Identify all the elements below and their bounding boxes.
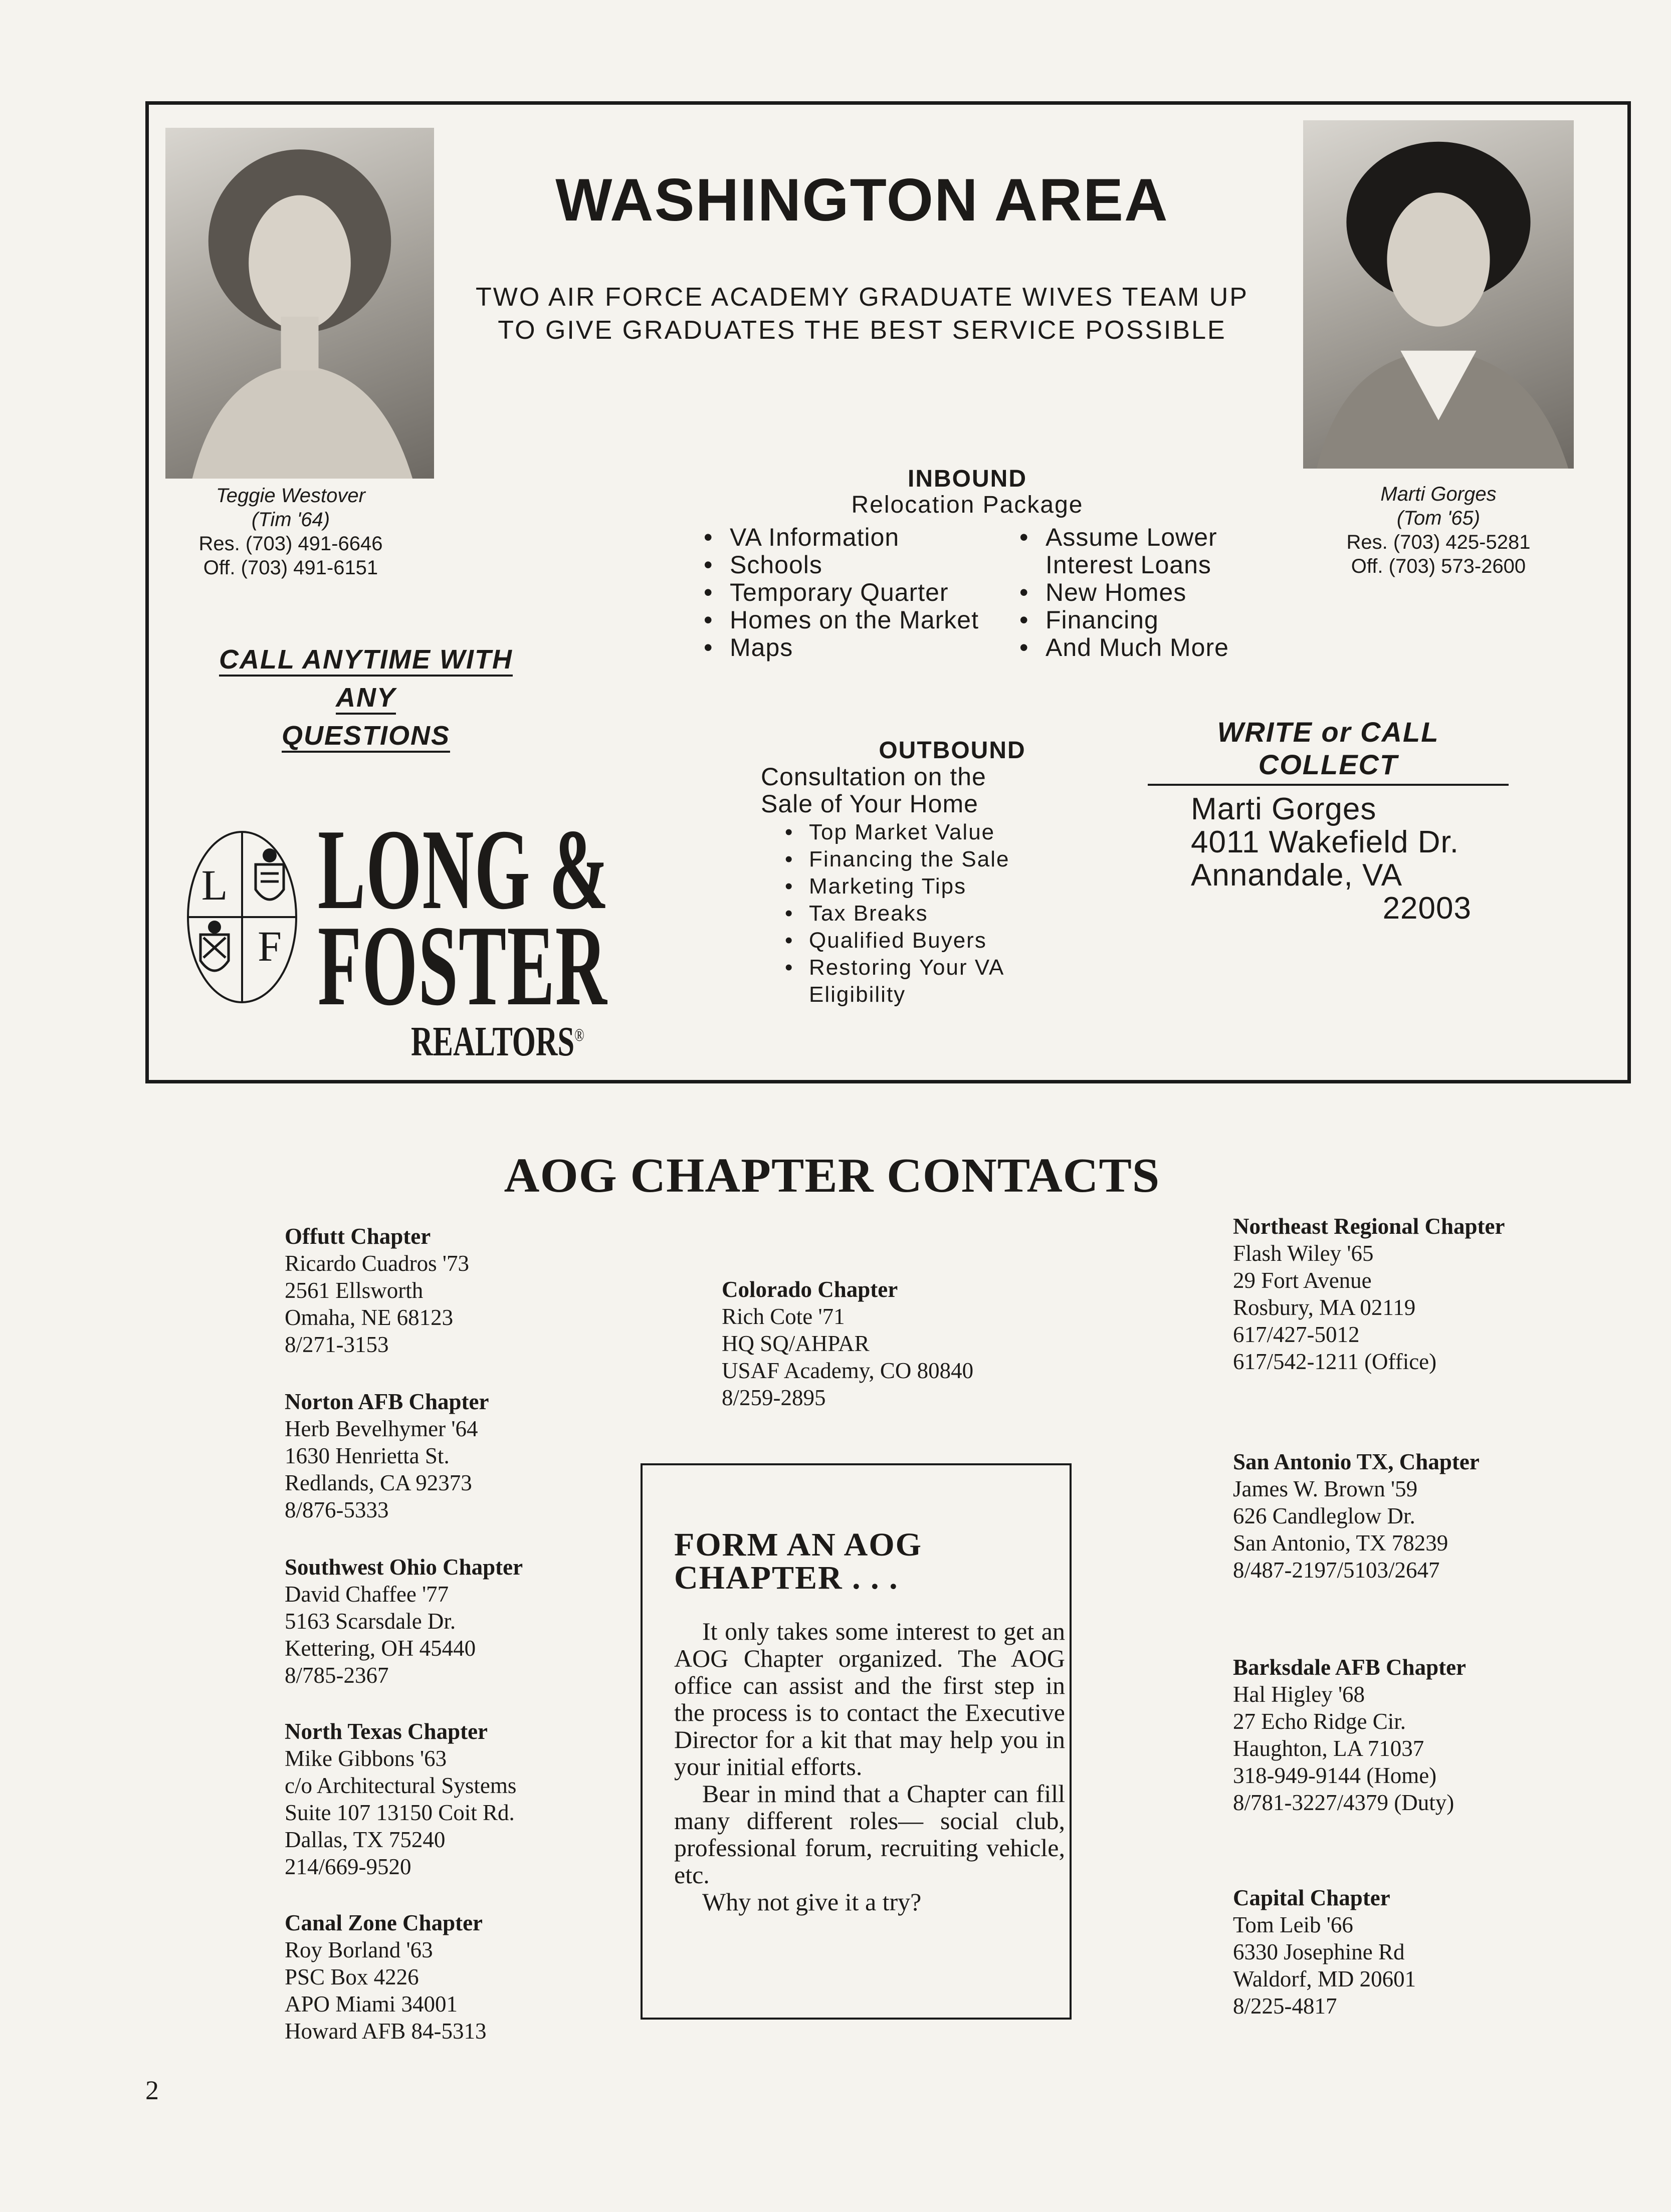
- chapter-line: 626 Candleglow Dr.: [1233, 1503, 1415, 1528]
- list-item: • Homes on the Market: [702, 606, 1012, 634]
- list-item: • Marketing Tips: [783, 873, 1064, 900]
- list-item: • Financing the Sale: [783, 846, 1064, 873]
- chapter-line: 214/669-9520: [285, 1854, 411, 1879]
- agent-info-right: [1298, 482, 1579, 578]
- form-title-line: FORM AN AOG: [674, 1526, 922, 1563]
- address-city: Annandale, VA: [1191, 858, 1403, 893]
- chapter-line: Flash Wiley '65: [1233, 1241, 1374, 1266]
- chapter-line: 8/876-5333: [285, 1497, 389, 1522]
- chapter-line: Hal Higley '68: [1233, 1682, 1365, 1707]
- list-item: • Assume Lower: [1017, 524, 1288, 551]
- write-or-call-heading: WRITE or CALL COLLECT: [1148, 716, 1509, 786]
- form-chapter-text: [674, 1618, 1065, 1915]
- chapter-line: 8/259-2895: [722, 1385, 826, 1410]
- agent-spouse: (Tom '65): [1396, 507, 1481, 529]
- chapter-entry-san-antonio: [1233, 1448, 1634, 1584]
- chapter-line: 318-949-9144 (Home): [1233, 1763, 1437, 1788]
- chapter-line: Ricardo Cuadros '73: [285, 1251, 470, 1276]
- chapter-line: 1630 Henrietta St.: [285, 1443, 450, 1468]
- chapter-name: San Antonio TX, Chapter: [1233, 1449, 1480, 1474]
- address-street: 4011 Wakefield Dr.: [1191, 825, 1459, 859]
- ad-subtitle-line: TWO AIR FORCE ACADEMY GRADUATE WIVES TEAM UP: [476, 283, 1248, 312]
- chapter-line: Tom Leib '66: [1233, 1912, 1353, 1937]
- chapter-line: PSC Box 4226: [285, 1964, 419, 1989]
- chapter-entry-colorado: [722, 1276, 1123, 1411]
- chapter-line: 27 Echo Ridge Cir.: [1233, 1709, 1406, 1734]
- inbound-heading: INBOUND: [908, 466, 1027, 492]
- chapter-line: APO Miami 34001: [285, 1992, 458, 2017]
- chapter-line: 5163 Scarsdale Dr.: [285, 1609, 456, 1634]
- call-anytime-line: CALL ANYTIME WITH ANY: [219, 644, 513, 715]
- agent-name: Marti Gorges: [1380, 483, 1497, 505]
- agent-res-phone: Res. (703) 491-6646: [198, 533, 383, 555]
- mailing-address: [1191, 793, 1472, 925]
- chapter-name: Offutt Chapter: [285, 1224, 431, 1249]
- agent-name: Teggie Westover: [216, 485, 365, 507]
- registered-mark: ®: [574, 1025, 584, 1045]
- logo-text-long: LONG &: [318, 805, 609, 933]
- chapter-line: Suite 107 13150 Coit Rd.: [285, 1800, 515, 1825]
- chapter-line: Howard AFB 84-5313: [285, 2019, 487, 2044]
- chapter-line: James W. Brown '59: [1233, 1476, 1418, 1501]
- inbound-list-left: [702, 524, 1012, 661]
- list-item: • VA Information: [702, 524, 1012, 551]
- chapter-line: Kettering, OH 45440: [285, 1636, 476, 1661]
- agent-info-left: [150, 484, 431, 580]
- chapter-line: Roy Borland '63: [285, 1937, 433, 1962]
- long-foster-seal-logo: [185, 829, 299, 1005]
- list-item: Interest Loans: [1046, 551, 1211, 579]
- chapter-entry-offutt: [285, 1223, 686, 1358]
- outbound-list: [783, 819, 1064, 1008]
- chapter-entry-canal-zone: [285, 1909, 686, 2045]
- chapter-line: Omaha, NE 68123: [285, 1305, 454, 1330]
- ad-subtitle: [401, 281, 1323, 347]
- address-name: Marti Gorges: [1191, 792, 1377, 826]
- chapter-entry-northeast-regional: [1233, 1213, 1634, 1375]
- chapter-line: 2561 Ellsworth: [285, 1278, 424, 1303]
- list-item: • And Much More: [1017, 634, 1288, 661]
- chapter-name: Northeast Regional Chapter: [1233, 1214, 1505, 1239]
- list-item: • Schools: [702, 551, 1012, 579]
- chapter-line: 8/785-2367: [285, 1663, 389, 1688]
- chapter-contacts-title: AOG CHAPTER CONTACTS: [504, 1149, 1160, 1203]
- chapter-entry-north-texas: [285, 1718, 686, 1880]
- call-anytime-text: [185, 640, 546, 755]
- form-chapter-title: [674, 1528, 1055, 1595]
- logo-realtors-word: REALTORS: [411, 1018, 575, 1065]
- chapter-name: Southwest Ohio Chapter: [285, 1555, 523, 1580]
- call-anytime-line: QUESTIONS: [282, 721, 450, 753]
- logo-text-foster: FOSTER: [318, 902, 607, 1029]
- inbound-subheading: Relocation Package: [851, 492, 1084, 518]
- list-item: Eligibility: [809, 982, 906, 1007]
- ad-subtitle-line: TO GIVE GRADUATES THE BEST SERVICE POSSIBLE: [498, 316, 1226, 345]
- chapter-line: Redlands, CA 92373: [285, 1470, 472, 1495]
- list-item: • New Homes: [1017, 579, 1288, 606]
- list-item: • Tax Breaks: [783, 900, 1064, 927]
- list-item: • Temporary Quarter: [702, 579, 1012, 606]
- address-zip: 22003: [1382, 891, 1472, 926]
- chapter-line: Haughton, LA 71037: [1233, 1736, 1424, 1761]
- logo-text-realtors: [411, 1017, 584, 1066]
- inbound-list-right: [1017, 524, 1288, 661]
- chapter-name: North Texas Chapter: [285, 1719, 488, 1744]
- form-paragraph: It only takes some interest to get an AOG Chapter organized. The AOG office can assist and the first step in the process is to contact the Executive Director for a kit that may help you in your initial efforts.: [674, 1617, 1065, 1781]
- chapter-line: 8/781-3227/4379 (Duty): [1233, 1790, 1454, 1815]
- chapter-line: 8/271-3153: [285, 1332, 389, 1357]
- chapter-line: c/o Architectural Systems: [285, 1773, 517, 1798]
- chapter-name: Capital Chapter: [1233, 1885, 1390, 1910]
- form-paragraph: Why not give it a try?: [702, 1888, 922, 1916]
- chapter-line: Rich Cote '71: [722, 1304, 845, 1329]
- chapter-line: San Antonio, TX 78239: [1233, 1530, 1448, 1556]
- chapter-entry-southwest-ohio: [285, 1554, 686, 1689]
- chapter-line: 617/542-1211 (Office): [1233, 1349, 1437, 1374]
- list-item: • Maps: [702, 634, 1012, 661]
- chapter-line: HQ SQ/AHPAR: [722, 1331, 870, 1356]
- crest-icon: [200, 921, 229, 971]
- chapter-entry-barksdale: [1233, 1654, 1634, 1816]
- chapter-line: Dallas, TX 75240: [285, 1827, 446, 1852]
- outbound-intro-line: Sale of Your Home: [761, 790, 978, 818]
- chapter-name: Norton AFB Chapter: [285, 1389, 489, 1414]
- chapter-line: 8/225-4817: [1233, 1994, 1337, 2019]
- list-item: • Restoring Your VA: [783, 954, 1064, 981]
- chapter-line: David Chaffee '77: [285, 1582, 449, 1607]
- chapter-line: Herb Bevelhymer '64: [285, 1416, 478, 1441]
- chapter-name: Colorado Chapter: [722, 1277, 898, 1302]
- outbound-intro: [761, 763, 1041, 817]
- outbound-heading: OUTBOUND: [879, 737, 1026, 764]
- chapter-name: Barksdale AFB Chapter: [1233, 1655, 1467, 1680]
- list-item: • Financing: [1017, 606, 1288, 634]
- outbound-intro-line: Consultation on the: [761, 763, 986, 791]
- chapter-line: 8/487-2197/5103/2647: [1233, 1558, 1440, 1583]
- chapter-line: Rosbury, MA 02119: [1233, 1295, 1416, 1320]
- chapter-line: 29 Fort Avenue: [1233, 1268, 1372, 1293]
- seal-letter-f: F: [258, 922, 282, 970]
- list-item: • Top Market Value: [783, 819, 1064, 846]
- chapter-line: 6330 Josephine Rd: [1233, 1939, 1405, 1964]
- form-paragraph: Bear in mind that a Chapter can fill many different roles— social club, professional forum, recruiting vehicle, etc.: [674, 1780, 1065, 1889]
- chapter-line: Mike Gibbons '63: [285, 1746, 447, 1771]
- seal-letter-l: L: [201, 861, 228, 909]
- ad-title: WASHINGTON AREA: [555, 166, 1169, 234]
- agent-spouse: (Tim '64): [251, 509, 330, 531]
- page-number: 2: [145, 2075, 159, 2105]
- chapter-line: Waldorf, MD 20601: [1233, 1966, 1416, 1992]
- chapter-entry-capital: [1233, 1884, 1634, 2020]
- chapter-line: USAF Academy, CO 80840: [722, 1358, 974, 1383]
- chapter-entry-norton: [285, 1388, 686, 1523]
- agent-res-phone: Res. (703) 425-5281: [1346, 531, 1531, 553]
- agent-off-phone: Off. (703) 573-2600: [1351, 555, 1526, 577]
- form-title-line: CHAPTER . . .: [674, 1560, 899, 1596]
- chapter-name: Canal Zone Chapter: [285, 1910, 483, 1935]
- list-item: • Qualified Buyers: [783, 927, 1064, 954]
- chapter-line: 617/427-5012: [1233, 1322, 1360, 1347]
- agent-off-phone: Off. (703) 491-6151: [203, 557, 378, 579]
